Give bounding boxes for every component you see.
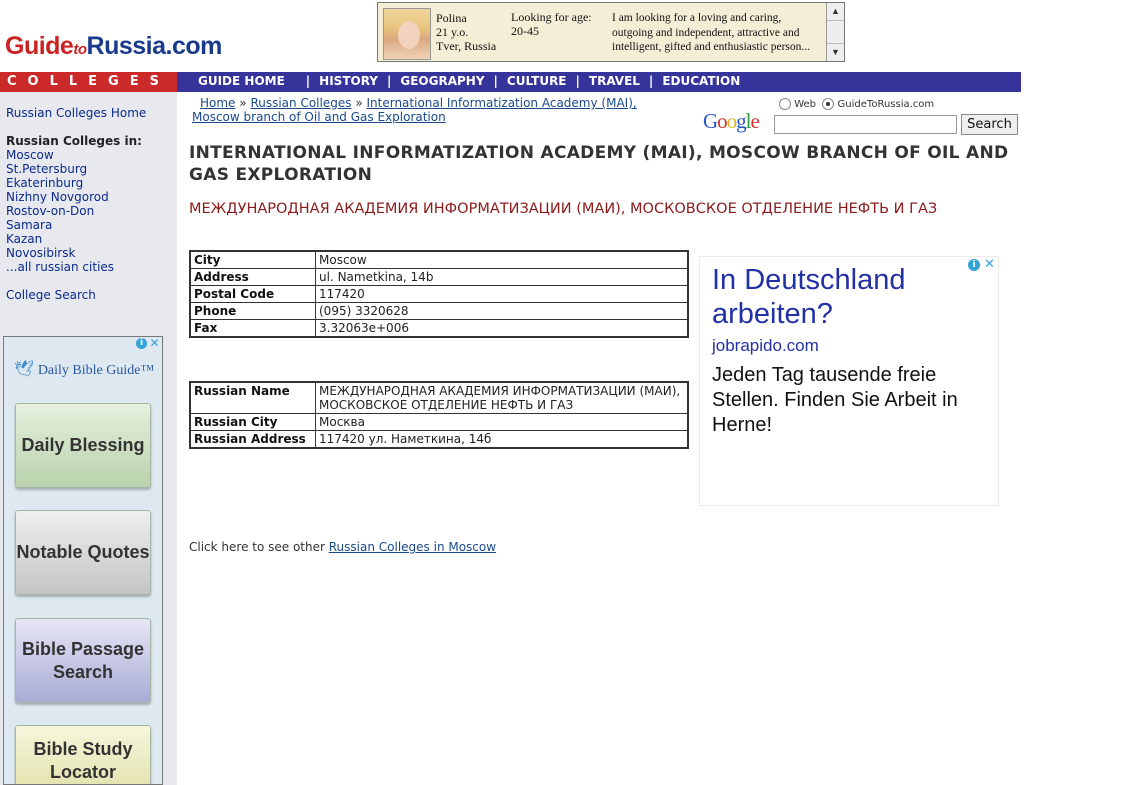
table-row (190, 382, 688, 414)
sidebar-cities-heading: Russian Colleges in: (6, 134, 142, 148)
notable-quotes-button[interactable]: Notable Quotes (15, 510, 151, 595)
promo-scrollbar[interactable] (826, 3, 844, 61)
nav-history[interactable]: HISTORY (319, 74, 378, 88)
sidebar-all-cities[interactable]: ...all russian cities (6, 260, 115, 274)
search-input[interactable] (774, 115, 957, 134)
breadcrumb-separator: » (239, 96, 247, 110)
dove-icon: 🕊 (14, 361, 35, 378)
sidebar-city-nizhny-novgorod[interactable]: Nizhny Novgorod (6, 190, 109, 204)
breadcrumb-home[interactable]: Home (200, 96, 236, 110)
dating-promo-banner[interactable] (377, 2, 845, 62)
ad-headline[interactable]: In Deutschland arbeiten? (712, 264, 906, 330)
table-row (190, 286, 688, 303)
radio-site[interactable] (822, 98, 834, 110)
promo-age: 21 y.o. (436, 25, 469, 39)
nav-separator: | (648, 74, 654, 88)
radio-web[interactable] (779, 98, 791, 110)
jobs-ad[interactable] (699, 256, 999, 506)
details-table (189, 250, 689, 338)
detail-value: 3.32063e+006 (316, 320, 689, 338)
face-shape (398, 21, 420, 49)
nav-separator: | (575, 74, 580, 88)
russian-label: Russian City (190, 414, 316, 431)
breadcrumb (192, 96, 672, 124)
ad-url[interactable]: jobrapido.com (712, 336, 819, 355)
detail-label: Postal Code (190, 286, 316, 303)
promo-location: Tver, Russia (436, 39, 497, 53)
logo-russia: Russia.com (86, 32, 222, 60)
detail-label: City (190, 251, 316, 269)
detail-label: Fax (190, 320, 316, 338)
nav-separator: | (305, 74, 311, 88)
profile-photo[interactable] (383, 8, 431, 60)
russian-details-table (189, 381, 689, 449)
nav-culture[interactable]: CULTURE (506, 74, 567, 88)
google-logo: Google (703, 109, 759, 133)
russian-label: Russian Address (190, 431, 316, 449)
daily-bible-guide-logo[interactable] (14, 359, 154, 379)
scroll-up-icon[interactable]: ▲ (827, 3, 844, 21)
promo-description: I am looking for a loving and caring, outgoing and independent, attractive and intelligent, gifted and enthusiastic person... (612, 12, 811, 53)
breadcrumb-current[interactable]: International Informatization Academy (MAI), Moscow branch of Oil and Gas Exploration (192, 96, 637, 124)
detail-label: Address (190, 269, 316, 286)
scroll-down-icon[interactable]: ▼ (827, 43, 844, 61)
page-title-russian: МЕЖДУНАРОДНАЯ АКАДЕМИЯ ИНФОРМАТИЗАЦИИ (МАИ), МОСКОВСКОЕ ОТДЕЛЕНИЕ НЕФТЬ И ГАЗ (189, 201, 938, 217)
sidebar-city-kazan[interactable]: Kazan (6, 232, 43, 246)
russian-value: МЕЖДУНАРОДНАЯ АКАДЕМИЯ ИНФОРМАТИЗАЦИИ (МАИ), МОСКОВСКОЕ ОТДЕЛЕНИЕ НЕФТЬ И ГАЗ (316, 382, 689, 414)
nav-separator: | (386, 74, 392, 88)
sidebar-colleges-home[interactable]: Russian Colleges Home (6, 106, 147, 120)
bible-study-locator-button[interactable]: Bible Study Locator (15, 725, 151, 785)
more-text: Click here to see other (189, 540, 329, 554)
breadcrumb-colleges[interactable]: Russian Colleges (250, 96, 352, 110)
promo-name: Polina (436, 11, 467, 25)
table-row (190, 414, 688, 431)
sidebar-city-stpetersburg[interactable]: St.Petersburg (6, 162, 88, 176)
sidebar-city-rostov[interactable]: Rostov-on-Don (6, 204, 95, 218)
site-logo[interactable] (5, 32, 222, 61)
detail-value: (095) 3320628 (316, 303, 689, 320)
section-label: COLLEGES (0, 72, 177, 92)
detail-value: Moscow (316, 251, 689, 269)
nav-geography[interactable]: GEOGRAPHY (400, 74, 485, 88)
ad-info-icon[interactable]: i (968, 259, 980, 271)
nav-travel[interactable]: TRAVEL (588, 74, 640, 88)
detail-label: Phone (190, 303, 316, 320)
russian-value: Москва (316, 414, 689, 431)
page-title: INTERNATIONAL INFORMATIZATION ACADEMY (MAI), MOSCOW BRANCH OF OIL AND GAS EXPLORATION (189, 143, 1009, 185)
search-button[interactable]: Search (961, 114, 1018, 135)
sidebar-city-moscow[interactable]: Moscow (6, 148, 54, 162)
detail-value: ul. Nametkina, 14b (316, 269, 689, 286)
promo-looking-range: 20-45 (511, 24, 539, 38)
table-row (190, 431, 688, 449)
top-nav (177, 72, 1021, 92)
ad-body: Jeden Tag tausende freie Stellen. Finden Sie Arbeit in Herne! (712, 364, 958, 436)
nav-separator: | (493, 74, 498, 88)
bible-passage-search-button[interactable]: Bible Passage Search (15, 618, 151, 703)
sidebar-college-search[interactable]: College Search (6, 288, 96, 302)
radio-site-label: GuideToRussia.com (837, 99, 935, 110)
nav-guide-home[interactable]: GUIDE HOME (198, 74, 285, 88)
russian-value: 117420 ул. Наметкина, 14б (316, 431, 689, 449)
breadcrumb-separator: » (355, 96, 363, 110)
table-row (190, 251, 688, 269)
promo-looking-label: Looking for age: (511, 10, 592, 24)
logo-to: to (73, 41, 87, 58)
sidebar-city-ekaterinburg[interactable]: Ekaterinburg (6, 176, 84, 190)
daily-blessing-button[interactable]: Daily Blessing (15, 403, 151, 488)
ad-close-icon[interactable]: ✕ (984, 257, 995, 272)
ad-logo-text: Daily Bible Guide™ (37, 363, 155, 378)
search-scope (779, 98, 934, 110)
table-row (190, 320, 688, 338)
ad-info-icon[interactable]: i (136, 338, 147, 349)
russian-label: Russian Name (190, 382, 316, 414)
nav-education[interactable]: EDUCATION (662, 74, 741, 88)
detail-value: 117420 (316, 286, 689, 303)
sidebar-ad[interactable] (3, 336, 163, 785)
logo-guide: Guide (5, 32, 74, 60)
ad-close-icon[interactable]: ✕ (149, 336, 160, 350)
sidebar-city-novosibirsk[interactable]: Novosibirsk (6, 246, 76, 260)
radio-web-label: Web (794, 99, 816, 110)
table-row (190, 269, 688, 286)
more-colleges-line (189, 540, 496, 554)
more-colleges-link[interactable]: Russian Colleges in Moscow (328, 540, 497, 554)
sidebar-city-samara[interactable]: Samara (6, 218, 53, 232)
table-row (190, 303, 688, 320)
